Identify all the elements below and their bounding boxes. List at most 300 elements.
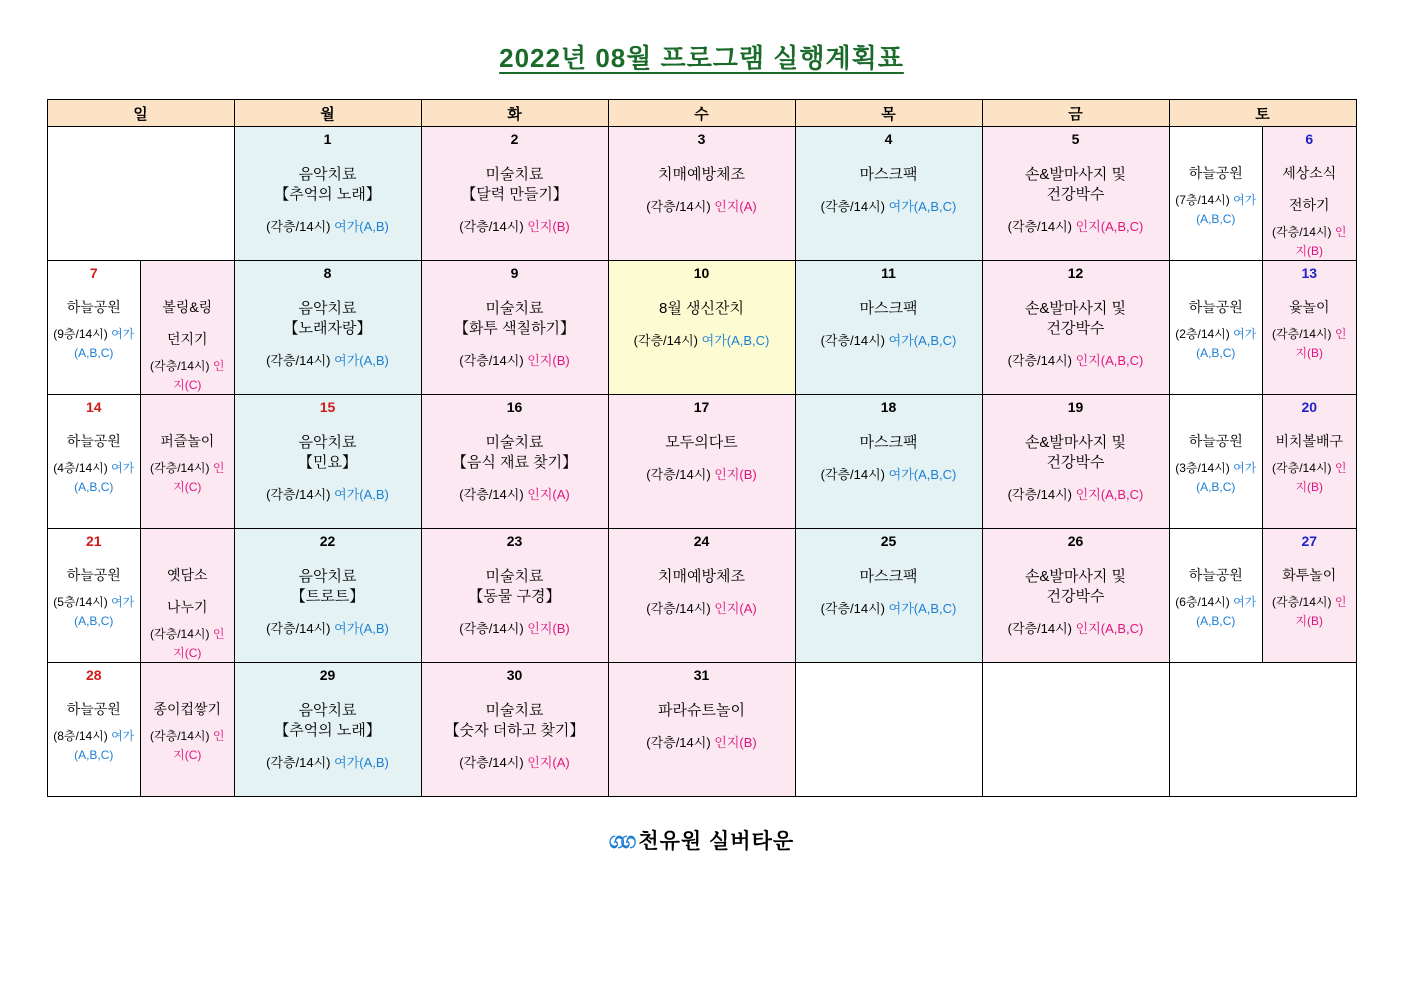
event-content [1263, 431, 1356, 497]
date-number: 20 [1301, 399, 1318, 415]
day-cell [983, 529, 1169, 662]
event-content [1263, 565, 1356, 631]
event-content [141, 565, 234, 663]
event-tag: 여가(A,B,C) [74, 729, 135, 762]
event-subtitle: 나누기 [166, 599, 208, 615]
event-content [235, 567, 421, 638]
day-cell [235, 529, 421, 662]
day-cell [235, 261, 421, 394]
day-half-right [141, 529, 234, 662]
day-cell [1170, 395, 1356, 528]
date-number [1170, 261, 1263, 285]
day-cell [422, 529, 608, 662]
event-meta: (2층/14시) 여가(A,B,C) [1175, 327, 1257, 360]
event-content [141, 431, 234, 497]
event-meta: (각층/14시) 여가(A,B,C) [820, 199, 957, 214]
event-content [796, 433, 982, 484]
calendar-cell-day [608, 663, 795, 797]
event-subtitle: 전하기 [1288, 197, 1330, 213]
date-number [1170, 127, 1263, 151]
event-tag: 인지(A) [527, 755, 570, 770]
event-meta: (각층/14시) 인지(B) [1272, 595, 1347, 628]
event-title: 종이컵쌓기 [153, 701, 222, 717]
weekday-header-fri: 금 [982, 100, 1169, 127]
date-number: 30 [506, 667, 523, 683]
event-tag: 인지(B) [527, 353, 570, 368]
event-tag: 여가(A,B,C) [1196, 193, 1257, 226]
date-number: 16 [506, 399, 523, 415]
date-number: 9 [510, 265, 519, 281]
event-title: 손&발마사지 및 [1024, 300, 1127, 317]
event-content [983, 567, 1169, 638]
event-content [983, 299, 1169, 370]
day-cell [609, 127, 795, 260]
event-content [422, 433, 608, 504]
calendar-cell-empty [47, 127, 234, 261]
day-half-left [1170, 261, 1264, 394]
event-content [796, 165, 982, 216]
event-tag: 여가(A,B) [334, 755, 389, 770]
calendar-cell-day [608, 529, 795, 663]
event-tag: 여가(A,B) [334, 487, 389, 502]
event-tag: 인지(B) [527, 219, 570, 234]
event-title: 마스크팩 [859, 434, 918, 451]
calendar-week-row [47, 127, 1356, 261]
event-meta: (각층/14시) 인지(A) [459, 487, 570, 502]
event-content [796, 567, 982, 618]
event-content [48, 431, 141, 497]
event-content [141, 699, 234, 765]
event-meta: (각층/14시) 여가(A,B) [266, 621, 389, 636]
event-tag: 여가(A,B) [334, 219, 389, 234]
day-half-right [1263, 529, 1356, 662]
day-cell [422, 663, 608, 796]
event-title: 치매예방체조 [658, 166, 745, 183]
calendar-cell-day [47, 663, 234, 797]
event-content [609, 701, 795, 752]
event-meta: (5층/14시) 여가(A,B,C) [53, 595, 135, 628]
event-tag: 인지(B) [527, 621, 570, 636]
company-logo-icon: ගග [608, 828, 633, 853]
day-cell [609, 395, 795, 528]
day-half-left [1170, 127, 1264, 260]
event-subtitle: 【추억의 노래】 [274, 722, 381, 739]
event-meta: (각층/14시) 인지(A,B,C) [1007, 621, 1144, 636]
program-calendar-table [47, 99, 1357, 797]
event-content [235, 701, 421, 772]
day-half-left [48, 663, 142, 796]
day-cell [48, 261, 234, 394]
event-title: 볼링&링 [162, 299, 213, 315]
event-title: 옛담소 [166, 567, 208, 583]
date-number: 27 [1301, 533, 1318, 549]
date-number: 23 [506, 533, 523, 549]
event-tag: 여가(A,B,C) [888, 199, 957, 214]
event-content [796, 299, 982, 350]
date-number: 6 [1305, 131, 1314, 147]
date-number: 13 [1301, 265, 1318, 281]
event-title: 치매예방체조 [658, 568, 745, 585]
event-title: 하늘공원 [66, 433, 121, 449]
event-subtitle: 【트로트】 [290, 588, 365, 605]
day-half-right [141, 395, 234, 528]
weekday-header-sat: 토 [1169, 100, 1356, 127]
event-content [422, 567, 608, 638]
day-cell [1170, 127, 1356, 260]
day-cell [609, 663, 795, 796]
event-title: 비치볼배구 [1275, 433, 1344, 449]
day-cell [796, 261, 982, 394]
event-meta: (각층/14시) 여가(A,B,C) [633, 333, 770, 348]
event-title: 하늘공원 [1188, 299, 1243, 315]
event-tag: 인지(A,B,C) [1075, 621, 1144, 636]
weekday-header-mon: 월 [234, 100, 421, 127]
event-subtitle: 【노래자랑】 [283, 320, 372, 337]
event-content [1170, 431, 1263, 497]
event-tag: 여가(A,B,C) [701, 333, 770, 348]
event-content [422, 165, 608, 236]
event-tag: 인지(B) [1295, 461, 1347, 494]
date-number: 7 [89, 265, 98, 281]
event-tag: 인지(C) [173, 359, 225, 392]
calendar-cell-day [1169, 395, 1356, 529]
weekday-header-thu: 목 [795, 100, 982, 127]
calendar-cell-day [982, 395, 1169, 529]
event-tag: 여가(A,B,C) [1196, 461, 1257, 494]
event-tag: 인지(A) [714, 601, 757, 616]
event-title: 퍼즐놀이 [160, 433, 215, 449]
event-meta: (각층/14시) 인지(B) [459, 621, 570, 636]
calendar-cell-day [421, 529, 608, 663]
date-number: 10 [693, 265, 710, 281]
event-title: 음악치료 [298, 434, 357, 451]
calendar-cell-day [1169, 127, 1356, 261]
event-content [235, 165, 421, 236]
weekday-header-tue: 화 [421, 100, 608, 127]
calendar-cell-day [47, 261, 234, 395]
day-half-left [48, 529, 142, 662]
day-cell [48, 529, 234, 662]
event-title: 윷놀이 [1288, 299, 1330, 315]
event-subtitle: 【동물 구경】 [468, 588, 561, 605]
day-half-right [1263, 395, 1356, 528]
calendar-week-row [47, 395, 1356, 529]
day-cell [796, 395, 982, 528]
event-content [983, 433, 1169, 504]
day-cell [609, 529, 795, 662]
calendar-cell-day [608, 127, 795, 261]
calendar-cell-day [982, 127, 1169, 261]
event-title: 모두의다트 [665, 434, 738, 451]
event-title: 하늘공원 [66, 299, 121, 315]
event-content [422, 299, 608, 370]
event-content [609, 299, 795, 350]
date-number: 5 [1071, 131, 1080, 147]
date-number: 2 [510, 131, 519, 147]
calendar-cell-day [608, 261, 795, 395]
event-title: 마스크팩 [859, 300, 918, 317]
event-meta: (각층/14시) 인지(A) [459, 755, 570, 770]
day-cell [796, 529, 982, 662]
date-number: 17 [693, 399, 710, 415]
calendar-cell-day [1169, 529, 1356, 663]
calendar-week-row [47, 529, 1356, 663]
event-subtitle: 【화투 색칠하기】 [453, 320, 576, 337]
event-meta: (각층/14시) 여가(A,B,C) [820, 601, 957, 616]
date-number [141, 529, 234, 553]
event-title: 화투놀이 [1282, 567, 1337, 583]
date-number: 22 [319, 533, 336, 549]
event-subtitle: 건강박수 [1046, 186, 1105, 203]
date-number [141, 395, 234, 419]
day-cell [422, 395, 608, 528]
event-tag: 인지(B) [714, 735, 757, 750]
event-title: 하늘공원 [1188, 567, 1243, 583]
day-half-left [1170, 529, 1264, 662]
event-meta: (각층/14시) 여가(A,B) [266, 219, 389, 234]
event-content [609, 567, 795, 618]
event-subtitle: 【달력 만들기】 [461, 186, 568, 203]
day-half-right [1263, 127, 1356, 260]
date-number: 11 [881, 265, 896, 281]
event-meta: (각층/14시) 인지(A,B,C) [1007, 487, 1144, 502]
date-number [141, 261, 234, 285]
event-subtitle: 【추억의 노래】 [274, 186, 381, 203]
event-title: 하늘공원 [66, 701, 121, 717]
event-title: 8월 생신잔치 [659, 300, 744, 317]
event-tag: 여가(A,B,C) [74, 595, 135, 628]
day-cell [48, 395, 234, 528]
date-number: 12 [1067, 265, 1084, 281]
calendar-cell-day [608, 395, 795, 529]
event-tag: 여가(A,B,C) [1196, 327, 1257, 360]
company-name: 천유원 실버타운 [638, 830, 795, 853]
event-meta: (각층/14시) 인지(B) [1272, 225, 1347, 258]
event-content [235, 299, 421, 370]
event-title: 하늘공원 [66, 567, 121, 583]
event-title: 음악치료 [298, 568, 357, 585]
event-title: 음악치료 [298, 166, 357, 183]
calendar-cell-day [234, 663, 421, 797]
day-cell [1170, 261, 1356, 394]
event-tag: 인지(A) [714, 199, 757, 214]
date-number: 14 [85, 399, 102, 415]
calendar-week-row [47, 663, 1356, 797]
event-tag: 여가(A,B,C) [888, 467, 957, 482]
event-title: 세상소식 [1282, 165, 1337, 181]
event-title: 미술치료 [485, 434, 544, 451]
event-title: 미술치료 [485, 702, 544, 719]
event-meta: (9층/14시) 여가(A,B,C) [53, 327, 135, 360]
calendar-cell-day [795, 529, 982, 663]
date-number: 25 [880, 533, 897, 549]
calendar-cell-day [47, 395, 234, 529]
event-meta: (각층/14시) 인지(B) [1272, 461, 1347, 494]
calendar-cell-day [47, 529, 234, 663]
event-subtitle: 【민요】 [298, 454, 357, 471]
event-tag: 인지(A,B,C) [1075, 219, 1144, 234]
day-cell [609, 261, 795, 394]
event-title: 미술치료 [485, 568, 544, 585]
event-meta: (6층/14시) 여가(A,B,C) [1175, 595, 1257, 628]
calendar-cell-day [795, 127, 982, 261]
day-half-right [141, 663, 234, 796]
event-meta: (각층/14시) 인지(A,B,C) [1007, 353, 1144, 368]
date-number [1170, 529, 1263, 553]
weekday-header-sun: 일 [47, 100, 234, 127]
day-cell [1170, 529, 1356, 662]
event-meta: (각층/14시) 여가(A,B,C) [820, 333, 957, 348]
calendar-cell-day [795, 395, 982, 529]
event-content [609, 165, 795, 216]
event-title: 음악치료 [298, 300, 357, 317]
date-number: 4 [884, 131, 893, 147]
event-tag: 인지(B) [1295, 595, 1347, 628]
event-title: 미술치료 [485, 166, 544, 183]
calendar-cell-day [421, 663, 608, 797]
event-meta: (각층/14시) 여가(A,B) [266, 755, 389, 770]
event-content [1263, 297, 1356, 363]
event-tag: 여가(A,B,C) [1196, 595, 1257, 628]
calendar-cell-day [982, 529, 1169, 663]
event-content [609, 433, 795, 484]
event-meta: (각층/14시) 인지(A) [646, 199, 757, 214]
date-number [141, 663, 234, 687]
event-subtitle: 【숫자 더하고 찾기】 [444, 722, 585, 739]
event-meta: (각층/14시) 인지(B) [1272, 327, 1347, 360]
event-title: 손&발마사지 및 [1024, 568, 1127, 585]
event-meta: (각층/14시) 인지(B) [459, 219, 570, 234]
event-meta: (3층/14시) 여가(A,B,C) [1175, 461, 1257, 494]
page-title: 2022년 08월 프로그램 실행계획표 [499, 43, 904, 73]
event-title: 파라슈트놀이 [658, 702, 745, 719]
calendar-cell-empty [795, 663, 982, 797]
day-half-left [1170, 395, 1264, 528]
event-tag: 여가(A,B) [334, 621, 389, 636]
day-half-right [1263, 261, 1356, 394]
day-cell [796, 127, 982, 260]
event-tag: 인지(A,B,C) [1075, 353, 1144, 368]
event-tag: 인지(A,B,C) [1075, 487, 1144, 502]
event-subtitle: 던지기 [166, 331, 208, 347]
date-number: 3 [697, 131, 706, 147]
event-tag: 여가(A,B) [334, 353, 389, 368]
event-meta: (4층/14시) 여가(A,B,C) [53, 461, 135, 494]
event-title: 하늘공원 [1188, 165, 1243, 181]
calendar-cell-day [1169, 261, 1356, 395]
date-number: 15 [319, 399, 336, 415]
calendar-cell-day [234, 261, 421, 395]
weekday-header-row [47, 100, 1356, 127]
event-meta: (각층/14시) 인지(C) [150, 627, 225, 660]
event-content [48, 297, 141, 363]
event-title: 미술치료 [485, 300, 544, 317]
calendar-cell-day [234, 529, 421, 663]
event-tag: 인지(B) [714, 467, 757, 482]
event-content [1170, 565, 1263, 631]
weekday-header-wed: 수 [608, 100, 795, 127]
day-half-left [48, 395, 142, 528]
day-cell [235, 127, 421, 260]
calendar-cell-day [234, 395, 421, 529]
calendar-cell-day [421, 395, 608, 529]
calendar-cell-day [234, 127, 421, 261]
event-content [141, 297, 234, 395]
day-half-left [48, 261, 142, 394]
event-content [235, 433, 421, 504]
day-cell [422, 261, 608, 394]
date-number: 18 [880, 399, 897, 415]
event-tag: 인지(B) [1295, 327, 1347, 360]
calendar-cell-empty [982, 663, 1169, 797]
event-content [48, 565, 141, 631]
calendar-cell-day [421, 127, 608, 261]
event-meta: (8층/14시) 여가(A,B,C) [53, 729, 135, 762]
event-title: 손&발마사지 및 [1024, 434, 1127, 451]
event-tag: 여가(A,B,C) [74, 327, 135, 360]
date-number: 1 [323, 131, 332, 147]
day-cell [235, 395, 421, 528]
date-number [1170, 395, 1263, 419]
event-meta: (각층/14시) 인지(B) [459, 353, 570, 368]
event-content [1170, 297, 1263, 363]
event-content [1263, 163, 1356, 261]
date-number: 28 [85, 667, 102, 683]
event-meta: (각층/14시) 여가(A,B) [266, 487, 389, 502]
calendar-cell-empty [1169, 663, 1356, 797]
event-tag: 인지(B) [1295, 225, 1347, 258]
event-tag: 인지(C) [173, 627, 225, 660]
day-cell [235, 663, 421, 796]
event-meta: (각층/14시) 인지(B) [646, 467, 757, 482]
day-cell [983, 127, 1169, 260]
calendar-cell-day [421, 261, 608, 395]
date-number: 19 [1067, 399, 1084, 415]
event-meta: (각층/14시) 인지(A) [646, 601, 757, 616]
calendar-body [47, 127, 1356, 797]
event-content [983, 165, 1169, 236]
event-tag: 여가(A,B,C) [888, 601, 957, 616]
date-number: 29 [319, 667, 336, 683]
footer-branding [0, 825, 1403, 855]
event-content [1170, 163, 1263, 229]
event-tag: 여가(A,B,C) [74, 461, 135, 494]
event-title: 마스크팩 [859, 166, 918, 183]
event-subtitle: 건강박수 [1046, 588, 1105, 605]
date-number: 26 [1067, 533, 1084, 549]
day-cell [422, 127, 608, 260]
event-meta: (각층/14시) 인지(B) [646, 735, 757, 750]
event-title: 마스크팩 [859, 568, 918, 585]
date-number: 24 [693, 533, 710, 549]
event-meta: (7층/14시) 여가(A,B,C) [1175, 193, 1257, 226]
event-meta: (각층/14시) 인지(A,B,C) [1007, 219, 1144, 234]
event-content [422, 701, 608, 772]
event-content [48, 699, 141, 765]
event-meta: (각층/14시) 인지(C) [150, 359, 225, 392]
day-cell [48, 663, 234, 796]
event-title: 음악치료 [298, 702, 357, 719]
calendar-cell-day [982, 261, 1169, 395]
calendar-cell-day [795, 261, 982, 395]
event-title: 손&발마사지 및 [1024, 166, 1127, 183]
date-number: 21 [85, 533, 102, 549]
event-tag: 여가(A,B,C) [888, 333, 957, 348]
day-half-right [141, 261, 234, 394]
event-tag: 인지(C) [173, 729, 225, 762]
event-meta: (각층/14시) 여가(A,B,C) [820, 467, 957, 482]
event-meta: (각층/14시) 여가(A,B) [266, 353, 389, 368]
